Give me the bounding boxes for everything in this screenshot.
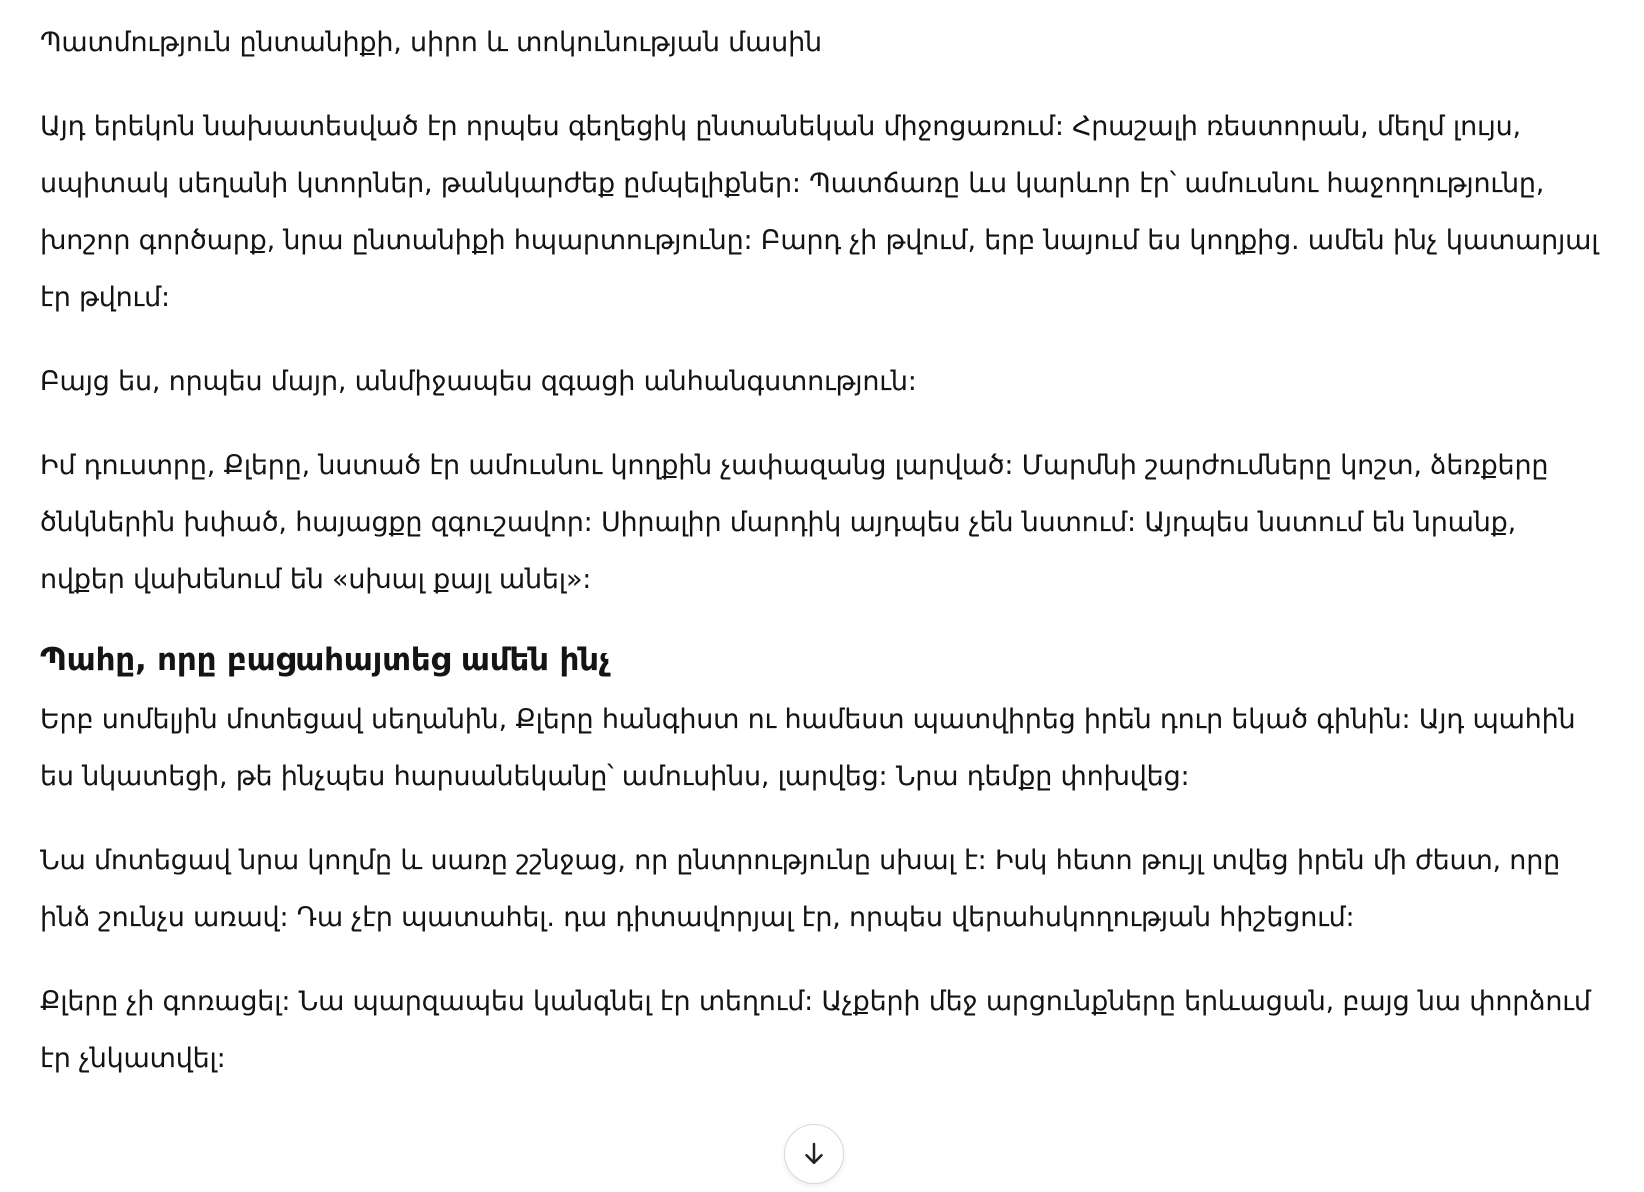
article-paragraph: Իմ դուստրը, Քլերը, նստած էր ամուսնու կողքին չափազանց լարված: Մարմնի շարժումները կոշտ, ձեռքերը ծնկներին խփած, հայացքը զգուշավոր: Սիրալիր մարդիկ այդպես չեն նստում: Այդպես նստում են նրանք, ովքեր վախենում են «սխալ քայլ անել»: [40, 450, 1549, 595]
article-paragraph: Այդ երեկոն նախատեսված էր որպես գեղեցիկ ընտանեկան միջոցառում: Հրաշալի ռեստորան, մեղմ լույս, սպիտակ սեղանի կտորներ, թանկարժեք ըմպելիքներ: Պատճառը ևս կարևոր էր՝ ամուսնու հաջողությունը, խոշոր գործարք, նրա ընտանիքի հպարտությունը: Բարդ չի թվում, երբ նայում ես կողքից. ամեն ինչ կատարյալ էր թվում: [40, 111, 1599, 313]
article-paragraph: Բայց ես, որպես մայր, անմիջապես զգացի անհանգստություն: [40, 366, 917, 397]
article-paragraph: Քլերը չի գոռացել: Նա պարզապես կանգնել էր տեղում: Աչքերի մեջ արցունքները երևացան, բայց նա փորձում էր չնկատվել: [40, 986, 1591, 1074]
article-paragraph: Նա մոտեցավ նրա կողմը և սառը շշնջաց, որ ընտրությունը սխալ է: Իսկ հետո թույլ տվեց իրեն մի ժեստ, որը ինձ շունչս առավ: Դա չէր պատահել. դա դիտավորյալ էր, որպես վերահսկողության հիշեցում: [40, 845, 1561, 933]
section-heading: Պահը, որը բացահայտեց ամեն ինչ [40, 642, 611, 678]
article-intro: Պատմություն ընտանիքի, սիրո և տոկունության մասին [40, 27, 822, 58]
article-body [40, 14, 1600, 1114]
scroll-down-button[interactable] [784, 1124, 844, 1184]
arrow-down-icon [799, 1139, 829, 1169]
article-paragraph: Երբ սոմելյին մոտեցավ սեղանին, Քլերը հանգիստ ու համեստ պատվիրեց իրեն դուր եկած գինին: Այդ պահին ես նկատեցի, թե ինչպես հարսանեկանը՝ ամուսինս, լարվեց: Նրա դեմքը փոխվեց: [40, 704, 1576, 792]
